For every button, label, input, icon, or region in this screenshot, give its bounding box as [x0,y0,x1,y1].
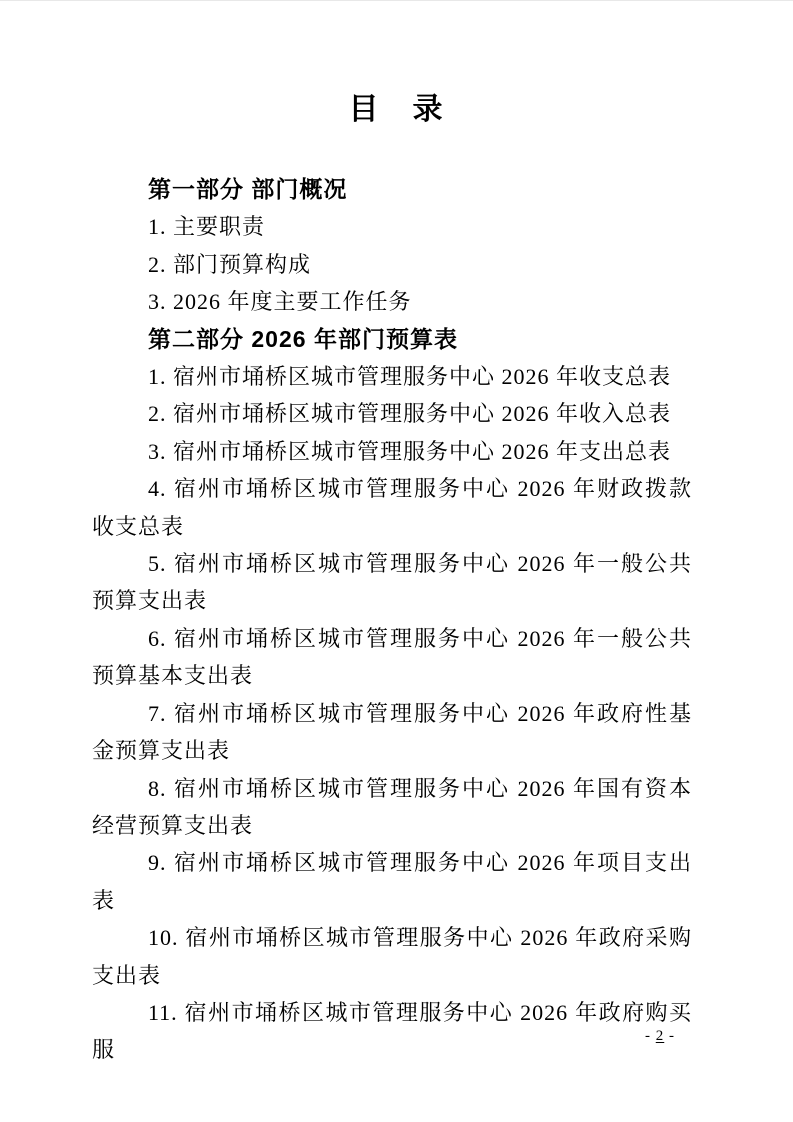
section-heading-part-2: 第二部分 2026 年部门预算表 [148,325,458,352]
toc-entry-part2-4: 4. 宿州市埇桥区城市管理服务中心 2026 年财政拨款收支总表 [92,476,692,539]
page-footer [645,1026,675,1046]
toc-entry-part2-11: 11. 宿州市埇桥区城市管理服务中心 2026 年政府购买服 [92,999,692,1063]
section-heading-part-1: 第一部分 部门概况 [148,176,348,202]
page-number: 2 [655,1028,665,1044]
toc-entry-part2-2: 2. 宿州市埇桥区城市管理服务中心 2026 年收入总表 [148,401,672,427]
toc-entry-part2-7: 7. 宿州市埇桥区城市管理服务中心 2026 年政府性基金预算支出表 [92,700,692,764]
page-title: 目 录 [348,93,445,126]
toc-entry-part1-1: 1. 主要职责 [148,214,266,240]
toc-entry-part1-2: 2. 部门预算构成 [148,251,312,277]
footer-dash-left: - [645,1028,656,1044]
toc-entry-part2-3: 3. 宿州市埇桥区城市管理服务中心 2026 年支出总表 [148,438,672,464]
toc-entry-part2-5: 5. 宿州市埇桥区城市管理服务中心 2026 年一般公共预算支出表 [92,551,692,614]
table-of-contents [92,171,692,1069]
toc-entry-part2-8: 8. 宿州市埇桥区城市管理服务中心 2026 年国有资本经营预算支出表 [92,775,692,838]
toc-entry-part2-9: 9. 宿州市埇桥区城市管理服务中心 2026 年项目支出表 [92,850,692,913]
toc-entry-part2-1: 1. 宿州市埇桥区城市管理服务中心 2026 年收支总表 [148,364,672,390]
footer-dash-right: - [664,1028,675,1044]
toc-entry-part2-6: 6. 宿州市埇桥区城市管理服务中心 2026 年一般公共预算基本支出表 [92,625,692,689]
toc-entry-part1-3: 3. 2026 年度主要工作任务 [148,289,412,315]
toc-entry-part2-10: 10. 宿州市埇桥区城市管理服务中心 2026 年政府采购支出表 [92,925,692,988]
